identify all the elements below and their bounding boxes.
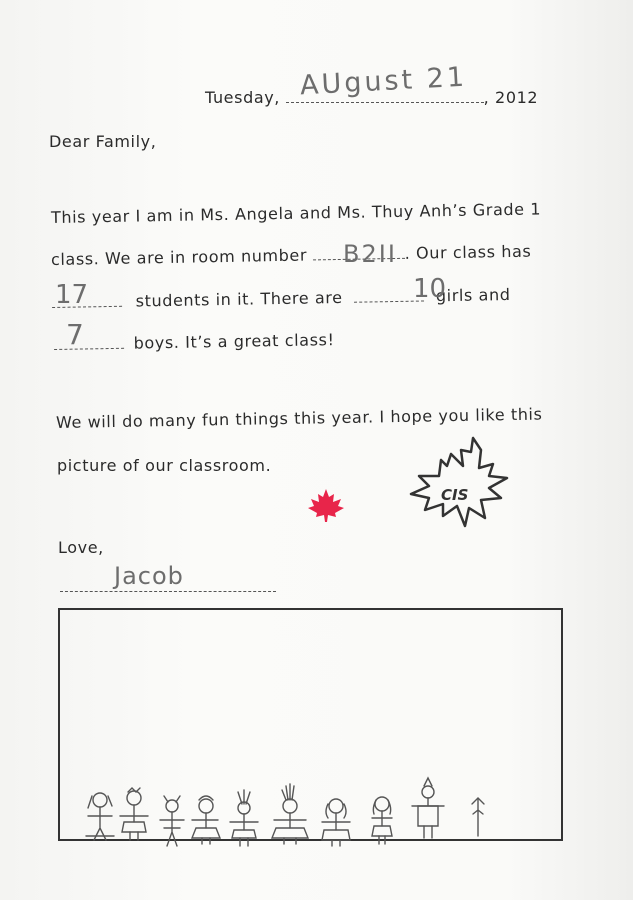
boys-handwritten: 7 bbox=[66, 318, 84, 351]
stick-figure bbox=[412, 778, 444, 838]
date-prefix: Tuesday, bbox=[205, 88, 280, 107]
drawing-box bbox=[58, 608, 563, 841]
small-tree bbox=[472, 798, 484, 836]
stick-figure bbox=[322, 799, 350, 846]
stick-figure bbox=[272, 784, 308, 844]
para1-line4-text: boys. It’s a great class! bbox=[133, 330, 335, 353]
stick-figure bbox=[230, 790, 258, 846]
maple-leaf-icon bbox=[306, 487, 346, 523]
para1-line3-b: girls and bbox=[435, 284, 511, 306]
stick-figure bbox=[120, 788, 148, 840]
stick-figure bbox=[192, 796, 220, 844]
girls-handwritten: 10 bbox=[413, 274, 447, 304]
salutation: Dear Family, bbox=[49, 132, 157, 151]
signature-handwritten: Jacob bbox=[114, 562, 184, 590]
para1-line2-a: class. We are in room number bbox=[50, 245, 308, 269]
room-handwritten: B2II bbox=[343, 240, 397, 268]
date-year: , 2012 bbox=[483, 88, 539, 107]
students-handwritten: 17 bbox=[55, 280, 89, 310]
date-handwritten: AUgust 21 bbox=[299, 61, 468, 102]
para1-line2 bbox=[51, 242, 532, 269]
para1-line1: This year I am in Ms. Angela and Ms. Thuy Anh’s Grade 1 bbox=[50, 199, 542, 227]
boys-blank bbox=[54, 334, 124, 350]
cis-logo-icon bbox=[403, 436, 513, 531]
classroom-drawing bbox=[60, 610, 565, 843]
stick-figure bbox=[160, 796, 184, 846]
para1-line4 bbox=[54, 330, 335, 354]
para2-line1: We will do many fun things this year. I hope you like this bbox=[55, 404, 543, 432]
cis-logo-text: CIS bbox=[441, 486, 469, 504]
stick-figure bbox=[86, 793, 114, 840]
para1-line2-b: . Our class has bbox=[404, 241, 532, 263]
stick-figure bbox=[372, 797, 392, 844]
para1-line3-a: students in it. There are bbox=[135, 287, 343, 311]
para2-line2: picture of our classroom. bbox=[57, 456, 272, 475]
closing: Love, bbox=[58, 538, 104, 557]
